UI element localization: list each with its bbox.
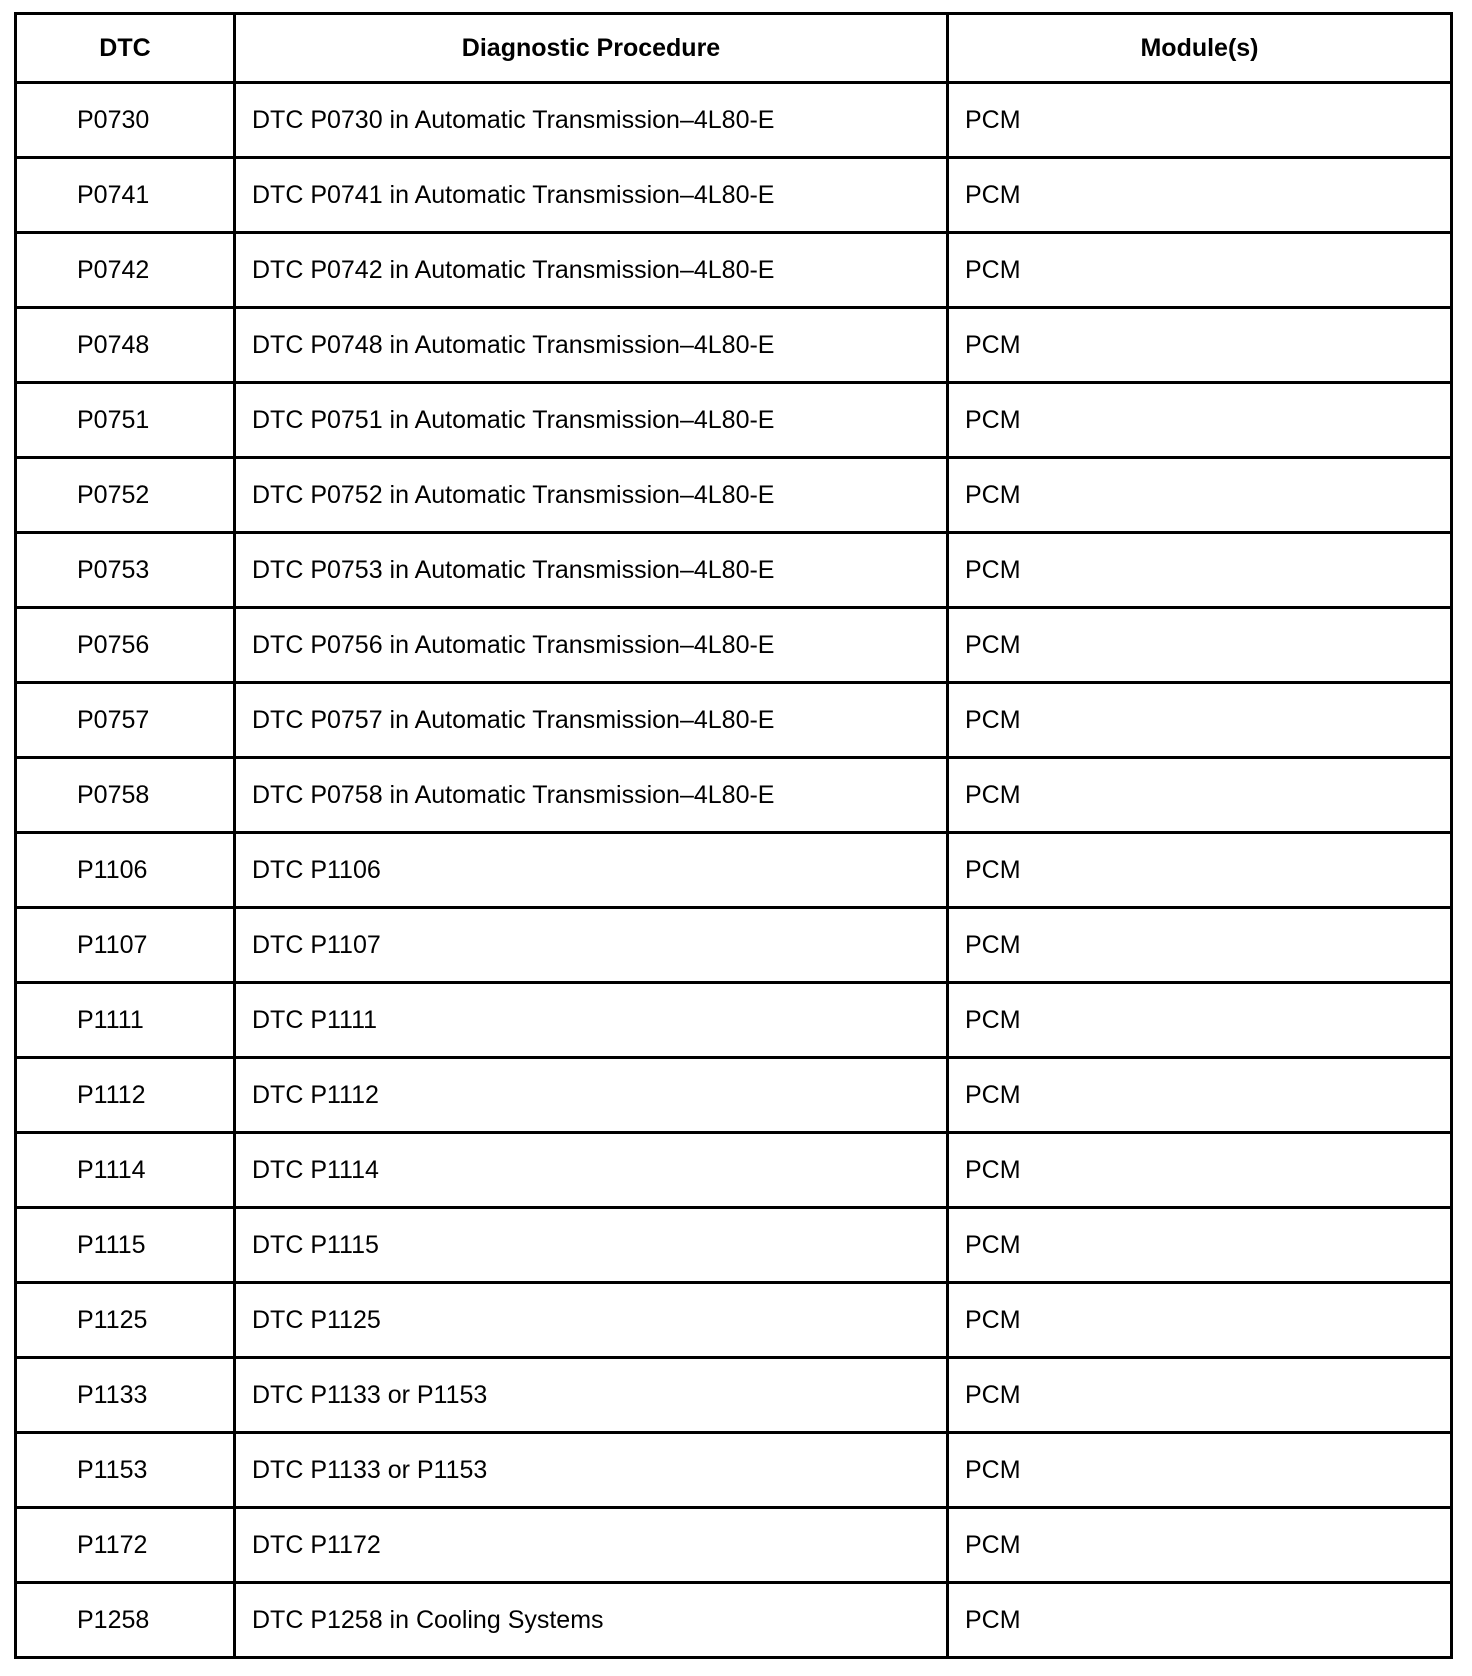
dtc-code-cell: P1115 bbox=[16, 1208, 235, 1283]
table-row bbox=[16, 308, 1452, 383]
dtc-code-cell: P0742 bbox=[16, 233, 235, 308]
diagnostic-procedure-cell: DTC P1111 bbox=[235, 983, 948, 1058]
diagnostic-procedure-cell: DTC P0752 in Automatic Transmission–4L80-E bbox=[235, 458, 948, 533]
column-header-procedure: Diagnostic Procedure bbox=[235, 14, 948, 83]
module-cell: PCM bbox=[948, 1433, 1452, 1508]
table-row bbox=[16, 1133, 1452, 1208]
column-header-dtc: DTC bbox=[16, 14, 235, 83]
diagnostic-procedure-cell: DTC P1258 in Cooling Systems bbox=[235, 1583, 948, 1658]
dtc-table bbox=[14, 12, 1453, 1659]
diagnostic-procedure-cell: DTC P0757 in Automatic Transmission–4L80-E bbox=[235, 683, 948, 758]
dtc-code-cell: P0751 bbox=[16, 383, 235, 458]
diagnostic-procedure-cell: DTC P1112 bbox=[235, 1058, 948, 1133]
table-row bbox=[16, 383, 1452, 458]
dtc-code-cell: P0730 bbox=[16, 83, 235, 158]
module-cell: PCM bbox=[948, 1133, 1452, 1208]
module-cell: PCM bbox=[948, 683, 1452, 758]
table-row bbox=[16, 1433, 1452, 1508]
diagnostic-procedure-cell: DTC P1107 bbox=[235, 908, 948, 983]
table-row bbox=[16, 683, 1452, 758]
diagnostic-procedure-cell: DTC P1114 bbox=[235, 1133, 948, 1208]
diagnostic-procedure-cell: DTC P0753 in Automatic Transmission–4L80-E bbox=[235, 533, 948, 608]
table-row bbox=[16, 1583, 1452, 1658]
diagnostic-procedure-cell: DTC P0756 in Automatic Transmission–4L80-E bbox=[235, 608, 948, 683]
dtc-code-cell: P0758 bbox=[16, 758, 235, 833]
table-row bbox=[16, 533, 1452, 608]
dtc-code-cell: P1111 bbox=[16, 983, 235, 1058]
table-row bbox=[16, 1058, 1452, 1133]
table-row bbox=[16, 458, 1452, 533]
dtc-code-cell: P1172 bbox=[16, 1508, 235, 1583]
diagnostic-procedure-cell: DTC P1125 bbox=[235, 1283, 948, 1358]
diagnostic-procedure-cell: DTC P0730 in Automatic Transmission–4L80-E bbox=[235, 83, 948, 158]
module-cell: PCM bbox=[948, 158, 1452, 233]
diagnostic-procedure-cell: DTC P0748 in Automatic Transmission–4L80-E bbox=[235, 308, 948, 383]
table-row bbox=[16, 983, 1452, 1058]
module-cell: PCM bbox=[948, 833, 1452, 908]
module-cell: PCM bbox=[948, 758, 1452, 833]
dtc-code-cell: P0748 bbox=[16, 308, 235, 383]
table-row bbox=[16, 908, 1452, 983]
diagnostic-procedure-cell: DTC P0742 in Automatic Transmission–4L80-E bbox=[235, 233, 948, 308]
table-row bbox=[16, 758, 1452, 833]
module-cell: PCM bbox=[948, 458, 1452, 533]
dtc-code-cell: P0757 bbox=[16, 683, 235, 758]
module-cell: PCM bbox=[948, 83, 1452, 158]
module-cell: PCM bbox=[948, 308, 1452, 383]
dtc-code-cell: P1107 bbox=[16, 908, 235, 983]
module-cell: PCM bbox=[948, 1208, 1452, 1283]
table-row bbox=[16, 1508, 1452, 1583]
dtc-code-cell: P1153 bbox=[16, 1433, 235, 1508]
dtc-code-cell: P1258 bbox=[16, 1583, 235, 1658]
diagnostic-procedure-cell: DTC P0741 in Automatic Transmission–4L80-E bbox=[235, 158, 948, 233]
dtc-code-cell: P0753 bbox=[16, 533, 235, 608]
table-row bbox=[16, 158, 1452, 233]
diagnostic-procedure-cell: DTC P1115 bbox=[235, 1208, 948, 1283]
table-body bbox=[16, 83, 1452, 1658]
diagnostic-procedure-cell: DTC P1133 or P1153 bbox=[235, 1358, 948, 1433]
module-cell: PCM bbox=[948, 1583, 1452, 1658]
diagnostic-procedure-cell: DTC P1106 bbox=[235, 833, 948, 908]
module-cell: PCM bbox=[948, 533, 1452, 608]
module-cell: PCM bbox=[948, 1358, 1452, 1433]
module-cell: PCM bbox=[948, 383, 1452, 458]
diagnostic-procedure-cell: DTC P1172 bbox=[235, 1508, 948, 1583]
dtc-code-cell: P1133 bbox=[16, 1358, 235, 1433]
table-row bbox=[16, 833, 1452, 908]
table-row bbox=[16, 1283, 1452, 1358]
table-row bbox=[16, 1208, 1452, 1283]
dtc-code-cell: P1114 bbox=[16, 1133, 235, 1208]
table-row bbox=[16, 608, 1452, 683]
module-cell: PCM bbox=[948, 1058, 1452, 1133]
table-header-row bbox=[16, 14, 1452, 83]
module-cell: PCM bbox=[948, 908, 1452, 983]
dtc-code-cell: P0756 bbox=[16, 608, 235, 683]
diagnostic-procedure-cell: DTC P0758 in Automatic Transmission–4L80-E bbox=[235, 758, 948, 833]
diagnostic-procedure-cell: DTC P1133 or P1153 bbox=[235, 1433, 948, 1508]
module-cell: PCM bbox=[948, 233, 1452, 308]
column-header-modules: Module(s) bbox=[948, 14, 1452, 83]
module-cell: PCM bbox=[948, 1508, 1452, 1583]
dtc-code-cell: P1106 bbox=[16, 833, 235, 908]
table-row bbox=[16, 83, 1452, 158]
module-cell: PCM bbox=[948, 608, 1452, 683]
diagnostic-procedure-cell: DTC P0751 in Automatic Transmission–4L80-E bbox=[235, 383, 948, 458]
dtc-code-cell: P1125 bbox=[16, 1283, 235, 1358]
module-cell: PCM bbox=[948, 1283, 1452, 1358]
dtc-code-cell: P0752 bbox=[16, 458, 235, 533]
dtc-code-cell: P1112 bbox=[16, 1058, 235, 1133]
dtc-code-cell: P0741 bbox=[16, 158, 235, 233]
table-row bbox=[16, 1358, 1452, 1433]
module-cell: PCM bbox=[948, 983, 1452, 1058]
table-row bbox=[16, 233, 1452, 308]
